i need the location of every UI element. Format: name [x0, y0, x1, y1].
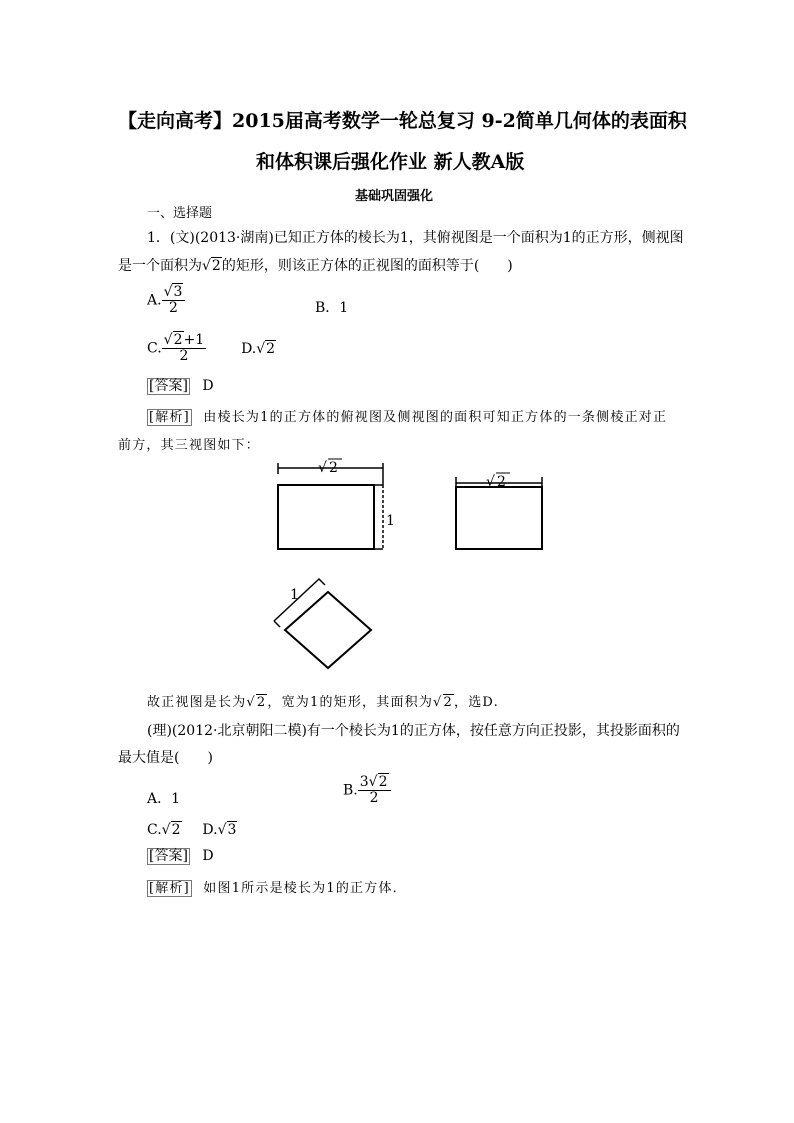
front-label-top: 2 — [329, 460, 338, 476]
answer-value: D — [202, 848, 214, 864]
q2-option-b-fraction: $\frac{3√2}{2}$ — [358, 775, 391, 806]
title-line-2: 和体积课后强化作业 新人教A版 — [256, 151, 525, 173]
answer-value: D — [202, 378, 214, 394]
q2-option-c: C.√2 — [147, 822, 181, 838]
q1-analysis-line-1: [解析] 由棱长为1的正方体的俯视图及侧视图的面积可知正方体的一条侧棱正对正 — [149, 410, 668, 425]
subtitle: 基础巩固强化 — [355, 189, 434, 204]
q1-line-2-post: 的矩形，则该正方体的正视图的面积等于( ) — [221, 258, 513, 274]
top-view — [274, 579, 371, 668]
q1-answer — [147, 378, 214, 395]
analysis-tag: [解析] — [149, 881, 190, 896]
sqrt-symbol: √2 — [202, 258, 221, 274]
answer-tag: [答案] — [149, 848, 188, 864]
q1-option-a: A. $\frac{√3}{2}$ — [147, 285, 185, 316]
sqrt-symbol: √ — [486, 474, 495, 490]
q1-analysis-line-2: 前方，其三视图如下： — [118, 438, 261, 453]
three-view-diagram — [270, 455, 560, 685]
q1-line-2 — [118, 255, 513, 275]
title-line-1: 【走向高考】2015届高考数学一轮总复习 9-2简单几何体的表面积 — [118, 110, 687, 132]
q1-conclusion: 故正视图是长为√2，宽为1的矩形，其面积为√2，选D. — [147, 695, 499, 710]
q2-answer — [147, 848, 214, 865]
q2-analysis: [解析] 如图1所示是棱长为1的正方体． — [149, 881, 407, 896]
front-view — [278, 459, 395, 549]
q2-option-d: D.√3 — [202, 822, 237, 838]
answer-tag: [答案] — [149, 378, 188, 394]
section-heading: 一、选择题 — [147, 206, 213, 221]
q1-option-c-fraction: $\frac{√2+1}{2}$ — [163, 332, 205, 364]
side-view — [456, 473, 542, 549]
q1-line-1: 1．(文)(2013·湖南)已知正方体的棱长为1，其俯视图是一个面积为1的正方形，侧视图 — [147, 230, 684, 246]
q2-option-b: B. $\frac{3√2}{2}$ — [343, 775, 391, 806]
sqrt-symbol: √ — [318, 460, 327, 476]
analysis-tag: [解析] — [149, 410, 190, 425]
q2-line-1: (理)(2012·北京朝阳二模)有一个棱长为1的正方体，按任意方向正投影，其投影面积的 — [147, 723, 680, 739]
q2-option-c-d — [147, 822, 237, 838]
q1-line-2-pre: 是一个面积为 — [118, 258, 202, 274]
q2-line-2: 最大值是( ) — [118, 750, 213, 766]
q1-option-c: C. $\frac{√2+1}{2}$ D.√2 — [147, 332, 276, 364]
q1-option-a-fraction: $\frac{√3}{2}$ — [162, 285, 186, 316]
q2-option-a: A．1 — [147, 791, 181, 807]
side-label-top: 2 — [497, 474, 506, 490]
front-label-side: 1 — [386, 513, 395, 529]
top-label: 1 — [290, 587, 299, 603]
q1-option-b: B．1 — [315, 300, 349, 316]
q1-option-d: D.√2 — [241, 340, 276, 357]
